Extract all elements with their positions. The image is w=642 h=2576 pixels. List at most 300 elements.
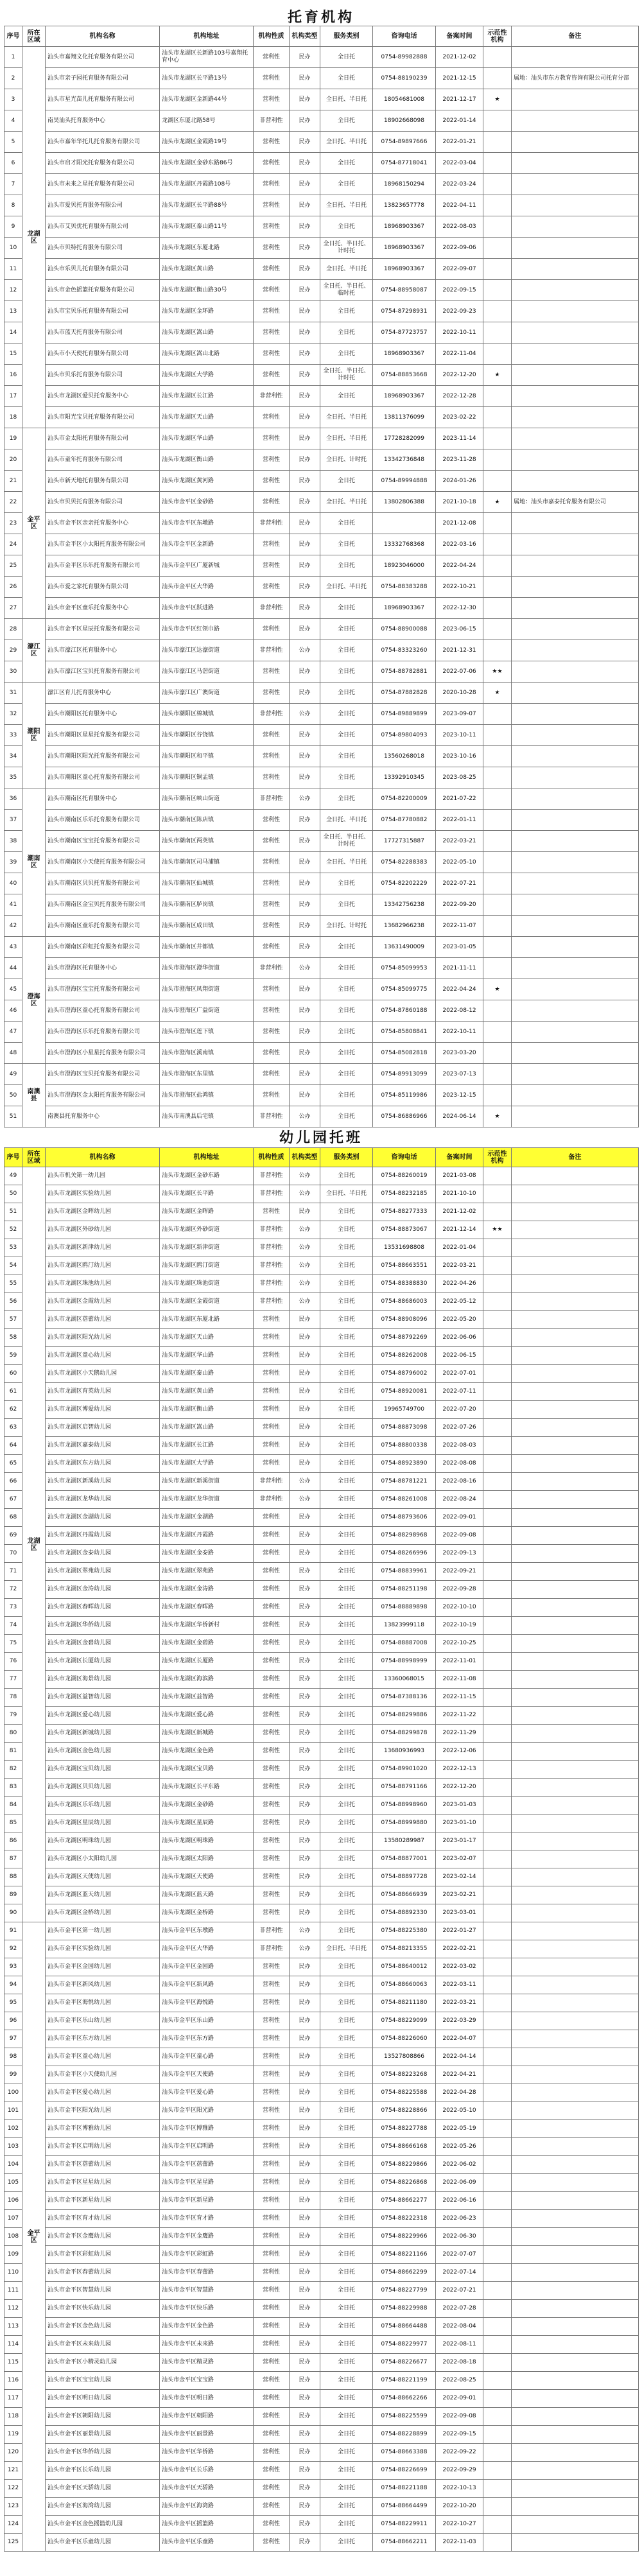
cell-type: 民办 — [290, 492, 320, 513]
cell-service: 全日托 — [320, 873, 373, 894]
cell-model — [483, 2120, 512, 2138]
header-district: 所在区域 — [22, 1148, 46, 1167]
table-row — [4, 344, 639, 365]
cell-nature: 营利性 — [254, 2138, 290, 2156]
cell-seq: 50 — [4, 1085, 22, 1106]
cell-nature: 营利性 — [254, 216, 290, 238]
cell-district: 濠江区 — [22, 619, 46, 683]
cell-nature: 非营利性 — [254, 1922, 290, 1940]
cell-type: 民办 — [290, 2066, 320, 2084]
cell-model — [483, 132, 512, 153]
cell-model — [483, 280, 512, 301]
cell-type: 民办 — [290, 2390, 320, 2408]
cell-nature: 营利性 — [254, 1365, 290, 1383]
cell-type: 民办 — [290, 2030, 320, 2048]
cell-address: 汕头市金平区阳光路 — [160, 2102, 254, 2120]
cell-name: 汕头市宝贝乐托育服务有限公司 — [46, 301, 160, 322]
cell-date: 2022-09-23 — [436, 301, 483, 322]
cell-date: 2022-12-20 — [436, 365, 483, 386]
cell-seq: 63 — [4, 1419, 22, 1437]
cell-model — [483, 1022, 512, 1043]
cell-address: 汕头市金平区大华路 — [160, 1940, 254, 1958]
cell-seq: 81 — [4, 1743, 22, 1761]
cell-model — [483, 1329, 512, 1347]
cell-model — [483, 1527, 512, 1545]
cell-nature: 营利性 — [254, 2102, 290, 2120]
cell-note — [512, 1106, 639, 1127]
cell-nature: 营利性 — [254, 2318, 290, 2336]
cell-service: 全日托 — [320, 1599, 373, 1617]
table-row — [4, 2192, 639, 2210]
cell-note — [512, 958, 639, 979]
cell-service: 全日托 — [320, 2174, 373, 2192]
cell-phone: 0754-88229911 — [373, 2516, 436, 2534]
cell-phone: 0754-88226868 — [373, 2174, 436, 2192]
cell-note — [512, 1491, 639, 1509]
cell-note — [512, 534, 639, 555]
cell-model — [483, 640, 512, 661]
table-row — [4, 1022, 639, 1043]
cell-type: 民办 — [290, 2156, 320, 2174]
table-row — [4, 47, 639, 68]
cell-model — [483, 2480, 512, 2498]
cell-service: 全日托 — [320, 1221, 373, 1239]
table-row — [4, 1707, 639, 1725]
cell-address: 汕头市金平区金色路 — [160, 2318, 254, 2336]
cell-service: 全日托 — [320, 1707, 373, 1725]
cell-note — [512, 767, 639, 788]
cell-address: 汕头市龙湖区新城路 — [160, 1725, 254, 1743]
cell-note — [512, 238, 639, 259]
cell-phone: 0754-88298968 — [373, 1527, 436, 1545]
cell-type: 民办 — [290, 1868, 320, 1886]
table-row — [4, 365, 639, 386]
cell-type: 民办 — [290, 2426, 320, 2444]
cell-address: 汕头市龙湖区东厦北路 — [160, 1311, 254, 1329]
cell-model — [483, 68, 512, 89]
cell-name: 汕头市龙湖区童心幼儿园 — [46, 1347, 160, 1365]
cell-phone: 0754-88897728 — [373, 1868, 436, 1886]
cell-address: 汕头市龙湖区长平路13号 — [160, 68, 254, 89]
cell-model — [483, 238, 512, 259]
cell-date: 2022-09-15 — [436, 2426, 483, 2444]
table-row — [4, 1401, 639, 1419]
cell-date: 2022-01-27 — [436, 1922, 483, 1940]
cell-seq: 26 — [4, 577, 22, 598]
cell-service: 全日托 — [320, 2210, 373, 2228]
cell-phone: 13342736848 — [373, 449, 436, 471]
cell-date: 2022-11-04 — [436, 344, 483, 365]
cell-seq: 9 — [4, 216, 22, 238]
cell-seq: 37 — [4, 810, 22, 831]
cell-service: 全日托 — [320, 386, 373, 407]
cell-phone: 0754-88660063 — [373, 1976, 436, 1994]
cell-name: 汕头市金太阳托育服务有限公司 — [46, 428, 160, 449]
cell-model — [483, 2138, 512, 2156]
table-row — [4, 1940, 639, 1958]
cell-service: 全日托 — [320, 1383, 373, 1401]
cell-date: 2022-09-01 — [436, 1509, 483, 1527]
cell-seq: 54 — [4, 1257, 22, 1275]
table-row — [4, 153, 639, 174]
cell-date: 2022-03-21 — [436, 1994, 483, 2012]
cell-name: 汕头市龙湖区育英幼儿园 — [46, 1383, 160, 1401]
cell-type: 民办 — [290, 1976, 320, 1994]
cell-phone: 0754-85082818 — [373, 1043, 436, 1064]
table-row — [4, 1064, 639, 1085]
cell-model — [483, 1581, 512, 1599]
cell-note — [512, 2246, 639, 2264]
table-row — [4, 1185, 639, 1203]
table-row — [4, 2534, 639, 2552]
cell-model — [483, 598, 512, 619]
cell-name: 汕头市龙湖区珠池幼儿园 — [46, 1275, 160, 1293]
cell-name: 汕头市乐贝儿托育服务有限公司 — [46, 259, 160, 280]
cell-name: 汕头市潮阳区阳光托育服务有限公司 — [46, 746, 160, 767]
table-row — [4, 2282, 639, 2300]
cell-seq: 80 — [4, 1725, 22, 1743]
cell-nature: 营利性 — [254, 852, 290, 873]
cell-address: 汕头市澄海区溪南镇 — [160, 1043, 254, 1064]
cell-date: 2022-09-13 — [436, 1545, 483, 1563]
cell-phone: 18054681008 — [373, 89, 436, 110]
cell-nature: 营利性 — [254, 1437, 290, 1455]
cell-type: 公办 — [290, 1185, 320, 1203]
cell-phone: 13342756238 — [373, 894, 436, 916]
cell-service: 全日托 — [320, 1527, 373, 1545]
cell-address: 汕头市龙湖区蓝天路 — [160, 1886, 254, 1904]
cell-type: 民办 — [290, 683, 320, 704]
cell-seq: 103 — [4, 2138, 22, 2156]
table-row — [4, 1599, 639, 1617]
cell-nature: 非营利性 — [254, 1473, 290, 1491]
table-row — [4, 2516, 639, 2534]
cell-service: 全日托 — [320, 619, 373, 640]
table-row — [4, 174, 639, 195]
cell-nature: 营利性 — [254, 661, 290, 683]
cell-note — [512, 916, 639, 937]
cell-phone: 0754-89901020 — [373, 1761, 436, 1779]
cell-service: 全日托 — [320, 979, 373, 1000]
cell-nature: 营利性 — [254, 280, 290, 301]
cell-note — [512, 831, 639, 852]
cell-name: 汕头市未来之星托育服务有限公司 — [46, 174, 160, 195]
cell-seq: 62 — [4, 1401, 22, 1419]
cell-name: 汕头市龙湖区新城幼儿园 — [46, 1725, 160, 1743]
cell-address: 汕头市龙湖区华山路 — [160, 1347, 254, 1365]
cell-service: 全日托 — [320, 47, 373, 68]
cell-address: 汕头市龙湖区黄山路 — [160, 1383, 254, 1401]
cell-service: 全日托 — [320, 598, 373, 619]
cell-note — [512, 2174, 639, 2192]
cell-model — [483, 2390, 512, 2408]
table-row — [4, 259, 639, 280]
cell-name: 汕头市金平区春蕾幼儿园 — [46, 2264, 160, 2282]
cell-model — [483, 1365, 512, 1383]
cell-date: 2023-01-17 — [436, 1832, 483, 1850]
cell-date: 2021-12-08 — [436, 513, 483, 534]
cell-note — [512, 1203, 639, 1221]
cell-date: 2022-05-12 — [436, 1293, 483, 1311]
table-row — [4, 746, 639, 767]
cell-service: 全日托 — [320, 1401, 373, 1419]
cell-model — [483, 704, 512, 725]
cell-name: 汕头市龙湖区新溪幼儿园 — [46, 1473, 160, 1491]
cell-service: 全日托、半日托 — [320, 407, 373, 428]
cell-phone: 0754-88232185 — [373, 1185, 436, 1203]
cell-date: 2023-12-15 — [436, 1085, 483, 1106]
cell-type: 民办 — [290, 2300, 320, 2318]
cell-address: 汕头市龙湖区华山路 — [160, 428, 254, 449]
cell-type: 民办 — [290, 513, 320, 534]
cell-address: 汕头市龙湖区天使路 — [160, 1868, 254, 1886]
cell-phone: 0754-88686003 — [373, 1293, 436, 1311]
table-row — [4, 2264, 639, 2282]
table-row — [4, 2102, 639, 2120]
cell-date: 2022-07-14 — [436, 2264, 483, 2282]
table-row — [4, 979, 639, 1000]
cell-note — [512, 894, 639, 916]
cell-type: 公办 — [290, 1275, 320, 1293]
cell-type: 民办 — [290, 2246, 320, 2264]
cell-type: 民办 — [290, 2228, 320, 2246]
cell-type: 民办 — [290, 1509, 320, 1527]
cell-seq: 23 — [4, 513, 22, 534]
cell-note — [512, 1635, 639, 1653]
cell-name: 汕头市金平区东方幼儿园 — [46, 2030, 160, 2048]
cell-service: 全日托、半日托 — [320, 259, 373, 280]
cell-name: 汕头市金平区爱心幼儿园 — [46, 2084, 160, 2102]
cell-service: 全日托 — [320, 2192, 373, 2210]
cell-name: 汕头市金平区新星幼儿园 — [46, 2192, 160, 2210]
cell-note — [512, 1563, 639, 1581]
cell-date: 2022-10-25 — [436, 1635, 483, 1653]
cell-model — [483, 344, 512, 365]
table-row — [4, 2318, 639, 2336]
cell-service: 全日托、半日托、计时托 — [320, 238, 373, 259]
cell-type: 民办 — [290, 2462, 320, 2480]
cell-type: 民办 — [290, 1850, 320, 1868]
cell-seq: 4 — [4, 110, 22, 132]
cell-note — [512, 2120, 639, 2138]
cell-model — [483, 1958, 512, 1976]
cell-phone: 0754-89889899 — [373, 704, 436, 725]
cell-name: 汕头市金平区金色摇篮幼儿园 — [46, 2516, 160, 2534]
cell-service: 全日托 — [320, 2318, 373, 2336]
cell-type: 民办 — [290, 1832, 320, 1850]
cell-nature: 营利性 — [254, 1797, 290, 1815]
cell-phone: 0754-88666168 — [373, 2138, 436, 2156]
cell-model — [483, 1401, 512, 1419]
cell-model — [483, 1635, 512, 1653]
cell-date: 2022-04-24 — [436, 979, 483, 1000]
cell-model — [483, 2408, 512, 2426]
cell-model — [483, 2534, 512, 2552]
table-row — [4, 110, 639, 132]
cell-address: 汕头市龙湖区宝贝路 — [160, 1761, 254, 1779]
cell-model — [483, 2300, 512, 2318]
cell-phone: 0754-85099775 — [373, 979, 436, 1000]
cell-nature: 非营利性 — [254, 640, 290, 661]
cell-type: 民办 — [290, 1419, 320, 1437]
cell-note — [512, 598, 639, 619]
cell-type: 民办 — [290, 1000, 320, 1022]
cell-note — [512, 746, 639, 767]
cell-date: 2022-04-07 — [436, 2030, 483, 2048]
cell-address: 汕头市金平区快乐路 — [160, 2300, 254, 2318]
cell-seq: 102 — [4, 2120, 22, 2138]
table-row — [4, 1994, 639, 2012]
table-row — [4, 1473, 639, 1491]
cell-service: 全日托 — [320, 1257, 373, 1275]
cell-name: 汕头市潮南区小天使托育服务有限公司 — [46, 852, 160, 873]
cell-address: 汕头市龙湖区星辰路 — [160, 1815, 254, 1832]
cell-phone: 0754-88999880 — [373, 1815, 436, 1832]
cell-service: 全日托 — [320, 68, 373, 89]
cell-phone: 0754-88226060 — [373, 2030, 436, 2048]
cell-service: 全日托 — [320, 2408, 373, 2426]
cell-seq: 88 — [4, 1868, 22, 1886]
cell-name: 汕头市金平区童心幼儿园 — [46, 2048, 160, 2066]
cell-name: 汕头市金平区乐童幼儿园 — [46, 2534, 160, 2552]
cell-name: 汕头市金平区小太阳托育服务有限公司 — [46, 534, 160, 555]
table-row — [4, 2390, 639, 2408]
cell-phone: 0754-89982888 — [373, 47, 436, 68]
table-row — [4, 89, 639, 110]
cell-type: 民办 — [290, 1383, 320, 1401]
cell-note — [512, 788, 639, 810]
cell-note — [512, 1779, 639, 1797]
cell-name: 汕头市龙湖区金湖幼儿园 — [46, 1509, 160, 1527]
cell-phone: 0754-85808841 — [373, 1022, 436, 1043]
cell-date: 2023-08-25 — [436, 767, 483, 788]
cell-note — [512, 47, 639, 68]
cell-address: 汕头市南澳县后宅镇 — [160, 1106, 254, 1127]
cell-phone: 0754-88388830 — [373, 1275, 436, 1293]
cell-type: 民办 — [290, 1581, 320, 1599]
cell-seq: 77 — [4, 1671, 22, 1689]
cell-service: 全日托 — [320, 937, 373, 958]
table-row — [4, 640, 639, 661]
cell-model — [483, 746, 512, 767]
cell-nature: 非营利性 — [254, 1185, 290, 1203]
cell-address: 汕头市龙湖区衡山路 — [160, 449, 254, 471]
cell-note — [512, 2192, 639, 2210]
cell-nature: 非营利性 — [254, 1940, 290, 1958]
cell-date: 2022-11-08 — [436, 1671, 483, 1689]
cell-name: 汕头市龙湖区蓝天幼儿园 — [46, 1886, 160, 1904]
header-model: 示范性机构 — [483, 26, 512, 47]
cell-phone: 13527808866 — [373, 2048, 436, 2066]
cell-name: 汕头市童年托育服务有限公司 — [46, 449, 160, 471]
cell-model: ★ — [483, 89, 512, 110]
cell-date: 2022-10-11 — [436, 1022, 483, 1043]
cell-type: 民办 — [290, 1671, 320, 1689]
cell-seq: 11 — [4, 259, 22, 280]
table-row — [4, 1455, 639, 1473]
cell-name: 汕头市龙湖区金霞幼儿园 — [46, 1293, 160, 1311]
cell-model — [483, 2102, 512, 2120]
cell-nature: 营利性 — [254, 2210, 290, 2228]
table-row — [4, 1365, 639, 1383]
cell-address: 汕头市金平区未来路 — [160, 2336, 254, 2354]
cell-date: 2022-09-28 — [436, 1581, 483, 1599]
cell-date: 2022-10-21 — [436, 577, 483, 598]
cell-model — [483, 1779, 512, 1797]
cell-type: 民办 — [290, 1958, 320, 1976]
cell-service: 全日托 — [320, 1509, 373, 1527]
cell-service: 全日托 — [320, 1904, 373, 1922]
cell-model — [483, 1167, 512, 1185]
cell-model — [483, 1743, 512, 1761]
cell-type: 民办 — [290, 2480, 320, 2498]
cell-nature: 营利性 — [254, 1707, 290, 1725]
cell-model — [483, 322, 512, 344]
cell-model — [483, 216, 512, 238]
cell-seq: 7 — [4, 174, 22, 195]
cell-note — [512, 1043, 639, 1064]
cell-address: 汕头市金平区彩虹路 — [160, 2246, 254, 2264]
cell-note — [512, 2354, 639, 2372]
cell-seq: 43 — [4, 937, 22, 958]
cell-nature: 营利性 — [254, 2066, 290, 2084]
cell-address: 汕头市金平区金新路 — [160, 534, 254, 555]
table-row — [4, 1671, 639, 1689]
cell-date: 2023-02-07 — [436, 1850, 483, 1868]
cell-model — [483, 2246, 512, 2264]
table-row — [4, 2138, 639, 2156]
cell-phone: 0754-88923890 — [373, 1455, 436, 1473]
cell-note — [512, 2138, 639, 2156]
cell-date: 2022-06-30 — [436, 2228, 483, 2246]
cell-name: 汕头市金平区星辰托育服务有限公司 — [46, 619, 160, 640]
cell-phone: 19965749700 — [373, 1401, 436, 1419]
cell-address: 汕头市金平区乐童路 — [160, 2534, 254, 2552]
cell-seq: 97 — [4, 2030, 22, 2048]
cell-address: 汕头市潮南区司马浦镇 — [160, 852, 254, 873]
cell-phone: 0754-88277333 — [373, 1203, 436, 1221]
cell-nature: 营利性 — [254, 1203, 290, 1221]
cell-phone: 13811376099 — [373, 407, 436, 428]
cell-phone: 0754-88228866 — [373, 2102, 436, 2120]
cell-type: 民办 — [290, 1599, 320, 1617]
cell-service: 全日托 — [320, 1293, 373, 1311]
cell-note — [512, 513, 639, 534]
cell-phone: 0754-87723757 — [373, 322, 436, 344]
cell-phone: 13580289987 — [373, 1832, 436, 1850]
cell-nature: 营利性 — [254, 619, 290, 640]
cell-phone: 0754-88225599 — [373, 2408, 436, 2426]
cell-nature: 营利性 — [254, 407, 290, 428]
cell-seq: 101 — [4, 2102, 22, 2120]
cell-model — [483, 725, 512, 746]
cell-address: 汕头市龙湖区金霞街道 — [160, 1293, 254, 1311]
cell-date: 2022-04-21 — [436, 2066, 483, 2084]
cell-nature: 营利性 — [254, 2192, 290, 2210]
cell-nature: 营利性 — [254, 1994, 290, 2012]
cell-seq: 115 — [4, 2354, 22, 2372]
cell-address: 汕头市龙湖区太阳路 — [160, 1850, 254, 1868]
cell-date: 2022-03-21 — [436, 1257, 483, 1275]
cell-phone: 0754-88887008 — [373, 1635, 436, 1653]
header-name: 机构名称 — [46, 1148, 160, 1167]
cell-nature: 营利性 — [254, 2426, 290, 2444]
cell-phone: 0754-88221199 — [373, 2372, 436, 2390]
cell-name: 汕头市金平区亲亲托育服务中心 — [46, 513, 160, 534]
cell-date: 2022-05-26 — [436, 2138, 483, 2156]
cell-note — [512, 2408, 639, 2426]
cell-note — [512, 2084, 639, 2102]
